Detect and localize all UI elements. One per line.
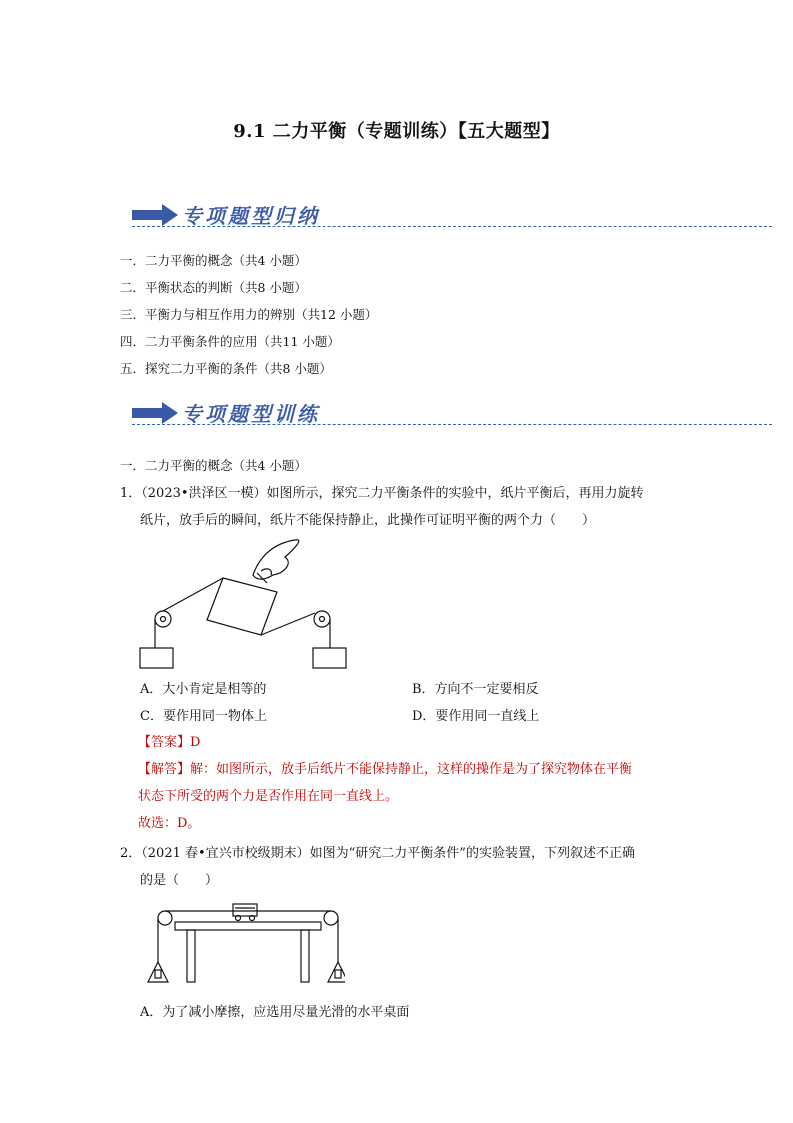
answer-line <box>138 729 200 756</box>
section-banner-summary <box>132 200 772 232</box>
option-a: A．大小肯定是相等的 <box>140 682 267 697</box>
analysis-text: 解：如图所示，放手后纸片不能保持静止，这样的操作是为了探究物体在平衡 <box>190 762 633 777</box>
topic-item: 五．探究二力平衡的条件（共8 小题） <box>120 361 332 376</box>
option-a: A．为了减小摩擦，应选用尽量光滑的水平桌面 <box>140 1005 410 1020</box>
option-c: C．要作用同一物体上 <box>140 709 267 724</box>
table-apparatus-figure <box>145 900 345 988</box>
choice-text: 故选：D。 <box>138 816 201 831</box>
question-2 <box>120 840 680 894</box>
analysis-tag: 【解答】 <box>138 762 191 777</box>
topic-item: 一．二力平衡的概念（共4 小题） <box>120 253 307 268</box>
answer-tag: 【答案】 <box>138 735 191 750</box>
topic-list <box>120 247 377 382</box>
section-heading: 一．二力平衡的概念（共4 小题） <box>120 458 307 473</box>
option-d: D．要作用同一直线上 <box>412 709 540 724</box>
question-text: 2．（2021 春•宜兴市校级期末）如图为“研究二力平衡条件”的实验装置，下列叙述不正确 <box>120 846 635 861</box>
topic-item: 四．二力平衡条件的应用（共11 小题） <box>120 334 340 349</box>
divider <box>132 424 772 425</box>
question-1 <box>120 480 680 534</box>
banner-label: 专项题型归纳 <box>182 204 320 228</box>
analysis-text: 状态下所受的两个力是否作用在同一直线上。 <box>138 789 399 804</box>
question-text: 的是（ ） <box>140 873 219 888</box>
arrow-icon <box>132 204 178 226</box>
banner-label: 专项题型训练 <box>182 402 320 426</box>
section-banner-training <box>132 398 772 430</box>
topic-item: 二．平衡状态的判断（共8 小题） <box>120 280 307 295</box>
topic-item: 三．平衡力与相互作用力的辨别（共12 小题） <box>120 307 378 322</box>
divider <box>132 226 772 227</box>
arrow-icon <box>132 402 178 424</box>
question-text: 1．（2023•洪泽区一模）如图所示，探究二力平衡条件的实验中，纸片平衡后，再用力旋转 <box>120 486 644 501</box>
answer-value: D <box>190 735 201 750</box>
paper-card-figure <box>135 535 375 670</box>
analysis <box>138 756 698 837</box>
question-text: 纸片，放手后的瞬间，纸片不能保持静止，此操作可证明平衡的两个力（ ） <box>140 513 596 528</box>
option-b: B．方向不一定要相反 <box>412 682 539 697</box>
page-title: 9.1 二力平衡（专题训练）【五大题型】 <box>233 121 560 142</box>
